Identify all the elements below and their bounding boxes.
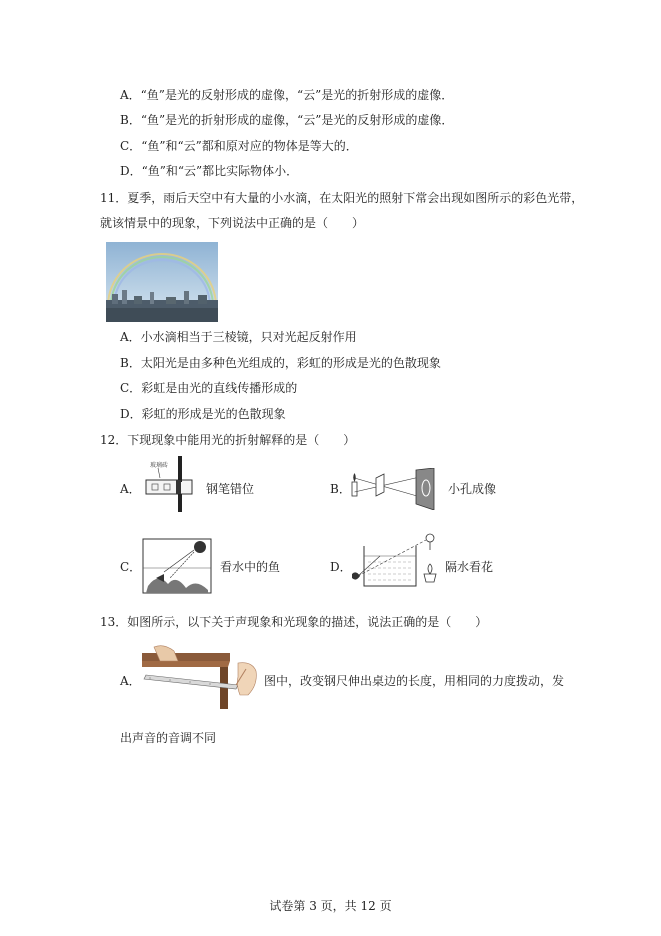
q11-option-a: A．小水滴相当于三棱镜，只对光起反射作用 [120,330,357,344]
q12-stem: 12．下现现象中能用光的折射解释的是（ ） [100,433,356,447]
q11-stem-line2: 就该情景中的现象，下列说法中正确的是（ ） [100,216,365,230]
q10-option-c: C．“鱼”和“云”都和原对应的物体是等大的． [120,139,358,153]
q12-option-c-letter: C． [120,560,142,574]
fish-water-figure [142,538,212,594]
q13-option-a-letter: A． [120,674,141,688]
pen-glass-figure [140,456,200,514]
flower-water-figure [350,530,440,592]
q13-stem: 13．如图所示，以下关于声现象和光现象的描述，说法正确的是（ ） [100,615,488,629]
q11-option-c: C．彩虹是由光的直线传播形成的 [120,381,298,395]
q12-option-d-text: 隔水看花 [445,560,494,574]
q11-option-b: B．太阳光是由多种色光组成的，彩虹的形成是光的色散现象 [120,356,441,370]
q12-option-d-letter: D． [330,560,352,574]
q12-option-b-letter: B． [330,482,351,496]
q10-option-a: A．“鱼”是光的反射形成的虚像，“云”是光的折射形成的虚像． [120,88,454,102]
rainbow-photo [106,242,218,322]
q11-option-d: D．彩虹的形成是光的色散现象 [120,407,286,421]
q12-option-a-text: 钢笔错位 [206,482,255,496]
q11-stem-line1: 11．夏季，雨后天空中有大量的小水滴，在太阳光的照射下常会出现如图所示的彩色光带， [100,191,584,205]
page-footer: 试卷第 3 页，共 12 页 [269,899,392,913]
q13-option-a-text1: 图中，改变钢尺伸出桌边的长度，用相同的力度拨动，发 [264,674,565,688]
q12-option-c-text: 看水中的鱼 [220,560,281,574]
pinhole-figure [350,468,444,510]
q10-option-d: D．“鱼”和“云”都比实际物体小． [120,164,299,178]
steel-ruler-figure [140,645,264,711]
q10-option-b: B．“鱼”是光的折射形成的虚像，“云”是光的反射形成的虚像． [120,113,454,127]
q12-option-a-letter: A． [120,482,141,496]
q13-option-a-text2: 出声音的音调不同 [120,731,217,745]
q12-option-b-text: 小孔成像 [448,482,497,496]
glass-block-label: 玻璃砖 [150,462,169,469]
